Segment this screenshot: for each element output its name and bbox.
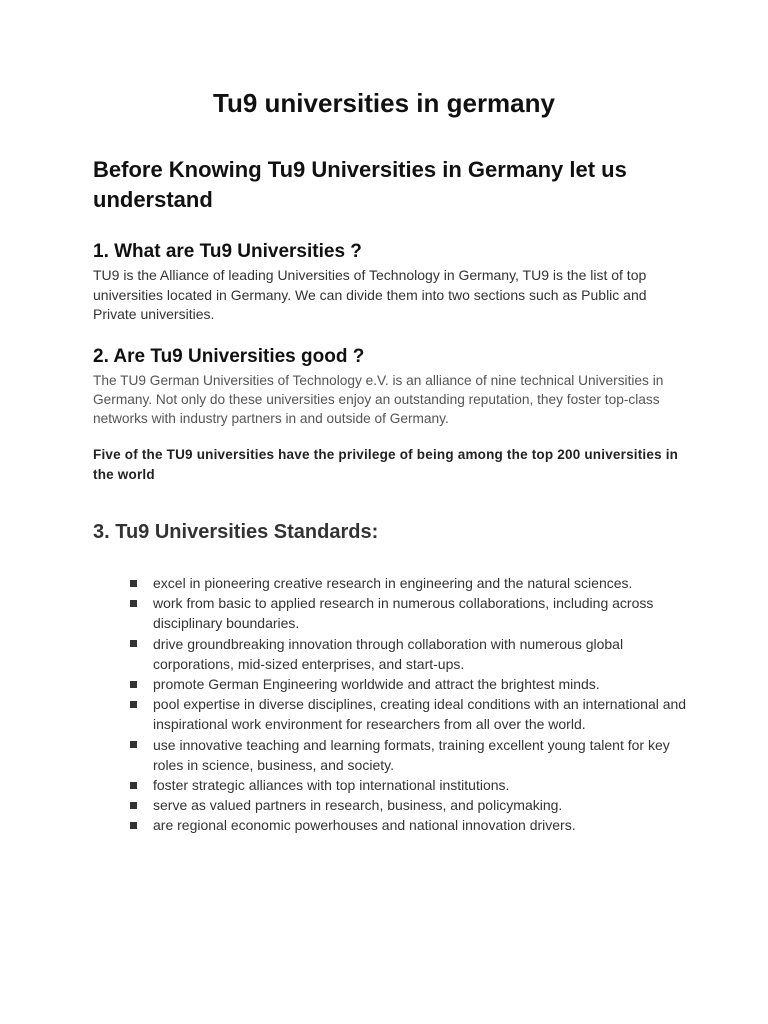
list-item [128, 694, 688, 734]
section-heading-what-are-tu9: 1. What are Tu9 Universities ? [93, 241, 362, 262]
list-item [128, 775, 688, 795]
list-item [128, 593, 688, 633]
square-bullet-icon [130, 600, 137, 607]
list-item [128, 795, 688, 815]
list-item [128, 634, 688, 674]
list-item-text: work from basic to applied research in numerous collaborations, including across disciplinary boundaries. [153, 595, 654, 632]
list-item [128, 815, 688, 835]
section-paragraph-are-tu9-good: The TU9 German Universities of Technology e.V. is an alliance of nine technical Universities in Germany. Not only do these universities enjoy an outstanding reputation, they foster top-class networks with industry partners in and outside of Germany. [93, 373, 664, 426]
list-item [128, 674, 688, 694]
list-item-text: excel in pioneering creative research in engineering and the natural sciences. [153, 575, 633, 591]
document-title: Tu9 universities in germany [213, 88, 555, 118]
list-item-text: foster strategic alliances with top international institutions. [153, 777, 510, 794]
square-bullet-icon [130, 802, 137, 809]
square-bullet-icon [130, 640, 137, 647]
section-heading-are-tu9-good: 2. Are Tu9 Universities good ? [93, 346, 365, 367]
list-item-text: use innovative teaching and learning formats, training excellent young talent for key roles in science, business, and society. [153, 736, 670, 773]
list-item [128, 573, 688, 593]
square-bullet-icon [130, 822, 137, 829]
list-item [128, 735, 688, 775]
section-paragraph-what-are-tu9: TU9 is the Alliance of leading Universities of Technology in Germany, TU9 is the list of top universities located in Germany. We can divide them into two sections such as Public and Private universities. [93, 267, 647, 322]
section-heading-standards: 3. Tu9 Universities Standards: [93, 521, 379, 543]
list-item-text: pool expertise in diverse disciplines, creating ideal conditions with an international and inspirational work environment for researchers from all over the world. [153, 696, 687, 733]
intro-heading: Before Knowing Tu9 Universities in Germany let us understand [93, 157, 627, 212]
list-item-text: are regional economic powerhouses and national innovation drivers. [153, 817, 576, 834]
highlight-paragraph: Five of the TU9 universities have the privilege of being among the top 200 universities in the world [93, 447, 679, 482]
list-item-text: drive groundbreaking innovation through collaboration with numerous global corporations, mid-sized enterprises, and start-ups. [153, 635, 624, 672]
square-bullet-icon [130, 782, 137, 789]
list-item-text: serve as valued partners in research, business, and policymaking. [153, 797, 563, 814]
standards-list [128, 573, 688, 836]
list-item-text: promote German Engineering worldwide and attract the brightest minds. [153, 676, 600, 693]
square-bullet-icon [130, 701, 137, 708]
square-bullet-icon [130, 580, 137, 587]
square-bullet-icon [130, 681, 137, 688]
square-bullet-icon [130, 741, 137, 748]
